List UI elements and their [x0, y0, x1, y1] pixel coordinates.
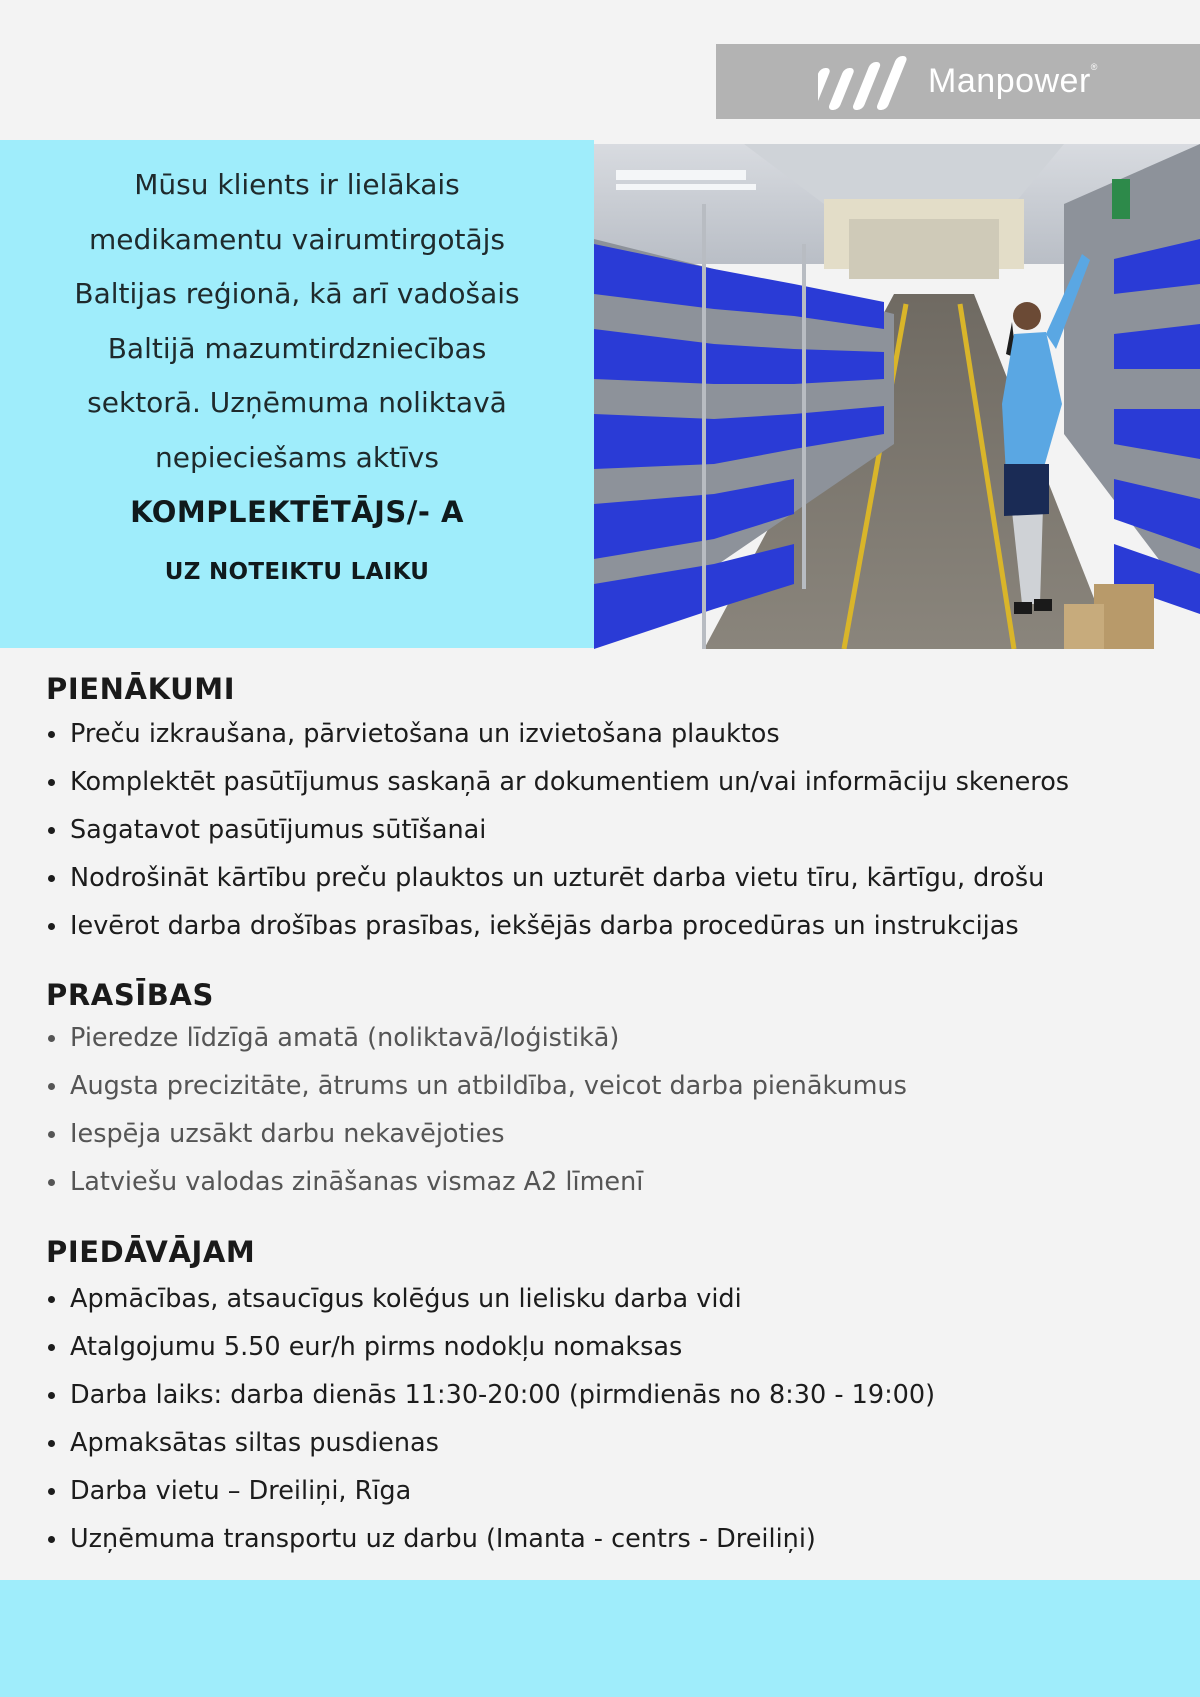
- list-item: Apmaksātas siltas pusdienas: [46, 1419, 935, 1467]
- requirements-section: [46, 978, 907, 1206]
- list-item: Uzņēmuma transportu uz darbu (Imanta - centrs - Dreiliņi): [46, 1515, 935, 1563]
- list-item: Augsta precizitāte, ātrums un atbildība, veicot darba pienākumus: [46, 1062, 907, 1110]
- offers-heading: PIEDĀVĀJAM: [46, 1235, 256, 1269]
- job-subtitle: UZ NOTEIKTU LAIKU: [164, 559, 430, 585]
- list-item: Pieredze līdzīgā amatā (noliktavā/loģistikā): [46, 1014, 907, 1062]
- requirements-heading: PRASĪBAS: [46, 978, 214, 1012]
- list-item: Komplektēt pasūtījumus saskaņā ar dokumentiem un/vai informāciju skeneros: [46, 758, 1069, 806]
- list-item: Atalgojumu 5.50 eur/h pirms nodokļu nomaksas: [46, 1323, 935, 1371]
- warehouse-photo: [594, 144, 1200, 649]
- list-item: Darba laiks: darba dienās 11:30-20:00 (pirmdienās no 8:30 - 19:00): [46, 1371, 935, 1419]
- manpower-logo-text: Manpower®: [928, 62, 1098, 100]
- list-item: Ievērot darba drošības prasības, iekšējās darba procedūras un instrukcijas: [46, 902, 1069, 950]
- footer-band: [0, 1580, 1200, 1697]
- list-item: Darba vietu – Dreiliņi, Rīga: [46, 1467, 935, 1515]
- manpower-logo-icon: [818, 54, 914, 110]
- duties-list: [46, 710, 1069, 950]
- list-item: Iespēja uzsākt darbu nekavējoties: [46, 1110, 907, 1158]
- list-item: Latviešu valodas zināšanas vismaz A2 līmenī: [46, 1158, 907, 1206]
- requirements-list: [46, 1014, 907, 1206]
- list-item: Apmācības, atsaucīgus kolēģus un lielisku darba vidi: [46, 1275, 935, 1323]
- job-title: KOMPLEKTĒTĀJS/- A: [130, 495, 464, 529]
- list-item: Preču izkraušana, pārvietošana un izvietošana plauktos: [46, 710, 1069, 758]
- manpower-logo: [716, 44, 1200, 119]
- hero-intro-text: Mūsu klients ir lielākais medikamentu vairumtirgotājs Baltijas reģionā, kā arī vadošais Baltijā mazumtirdzniecības sektorā. Uzņēmuma noliktavā nepieciešams aktīvs: [74, 168, 520, 474]
- list-item: Sagatavot pasūtījumus sūtīšanai: [46, 806, 1069, 854]
- list-item: Nodrošināt kārtību preču plauktos un uzturēt darba vietu tīru, kārtīgu, drošu: [46, 854, 1069, 902]
- offers-list: [46, 1275, 935, 1563]
- duties-section: [46, 672, 1069, 950]
- offers-section: [46, 1235, 935, 1563]
- duties-heading: PIENĀKUMI: [46, 672, 236, 706]
- hero-text-panel: [0, 140, 594, 648]
